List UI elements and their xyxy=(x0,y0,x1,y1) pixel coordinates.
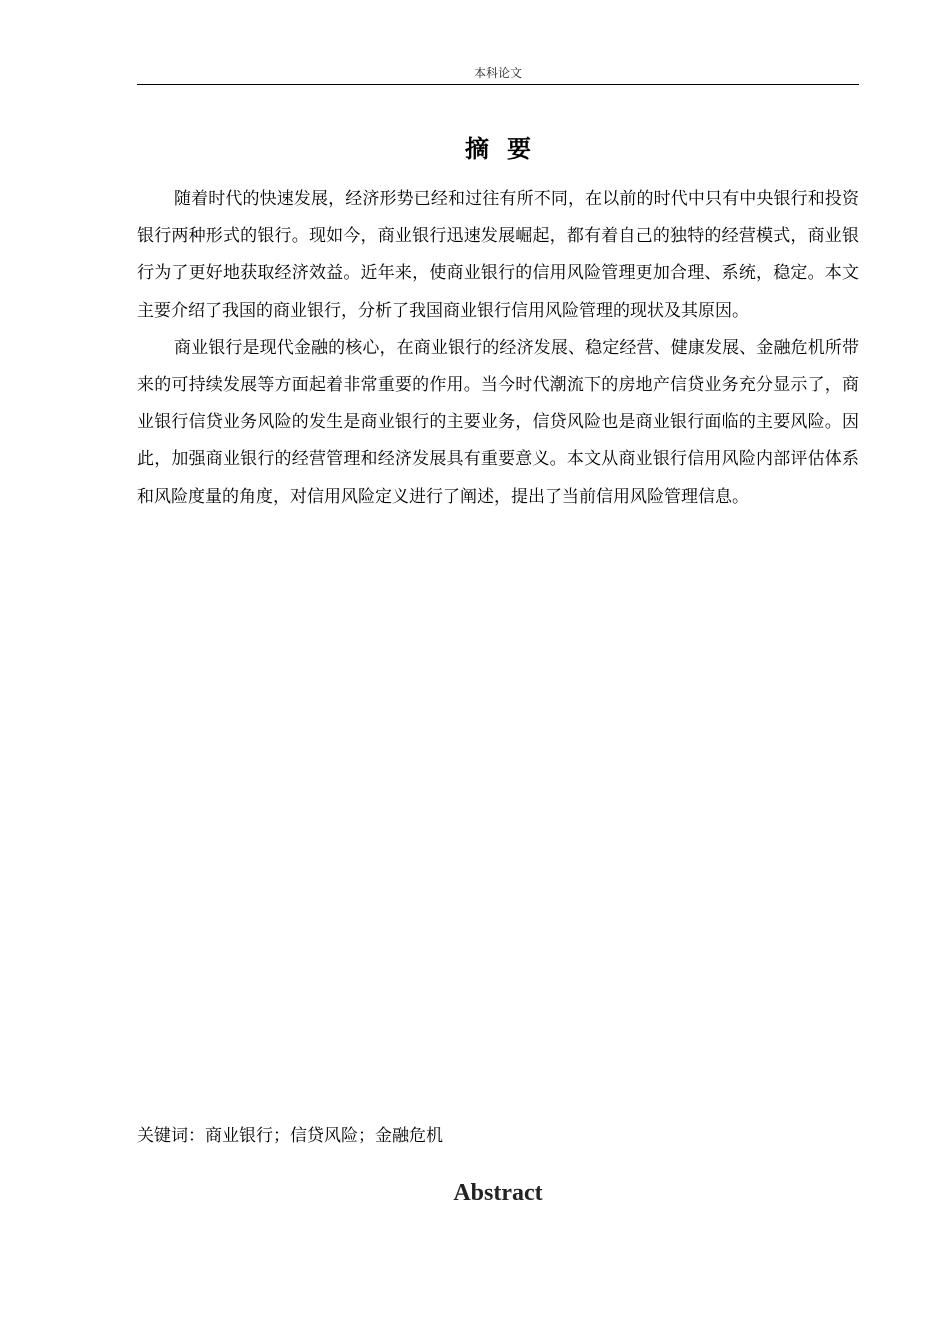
keywords-line xyxy=(137,1122,859,1150)
keywords-label: 关键词： xyxy=(137,1126,205,1146)
abstract-paragraph-2: 商业银行是现代金融的核心，在商业银行的经济发展、稳定经营、健康发展、金融危机所带来的可持续发展等方面起着非常重要的作用。当今时代潮流下的房地产信贷业务充分显示了，商业银行信贷业务风险的发生是商业银行的主要业务，信贷风险也是商业银行面临的主要风险。因此，加强商业银行的经营管理和经济发展具有重要意义。本文从商业银行信用风险内部评估体系和风险度量的角度，对信用风险定义进行了阐述，提出了当前信用风险管理信息。 xyxy=(137,337,859,507)
keywords-value: 商业银行；信贷风险；金融危机 xyxy=(205,1126,443,1146)
page-header: 本科论文 xyxy=(137,65,859,85)
abstract-title-cn: 摘要 xyxy=(465,135,549,163)
abstract-body xyxy=(137,181,859,516)
abstract-paragraph-1: 随着时代的快速发展，经济形势已经和过往有所不同，在以前的时代中只有中央银行和投资银行两种形式的银行。现如今，商业银行迅速发展崛起，都有着自己的独特的经营模式，商业银行为了更好地获取经济效益。近年来，使商业银行的信用风险管理更加合理、系统，稳定。本文主要介绍了我国的商业银行，分析了我国商业银行信用风险管理的现状及其原因。 xyxy=(137,189,859,321)
abstract-title-en: Abstract xyxy=(453,1180,543,1206)
